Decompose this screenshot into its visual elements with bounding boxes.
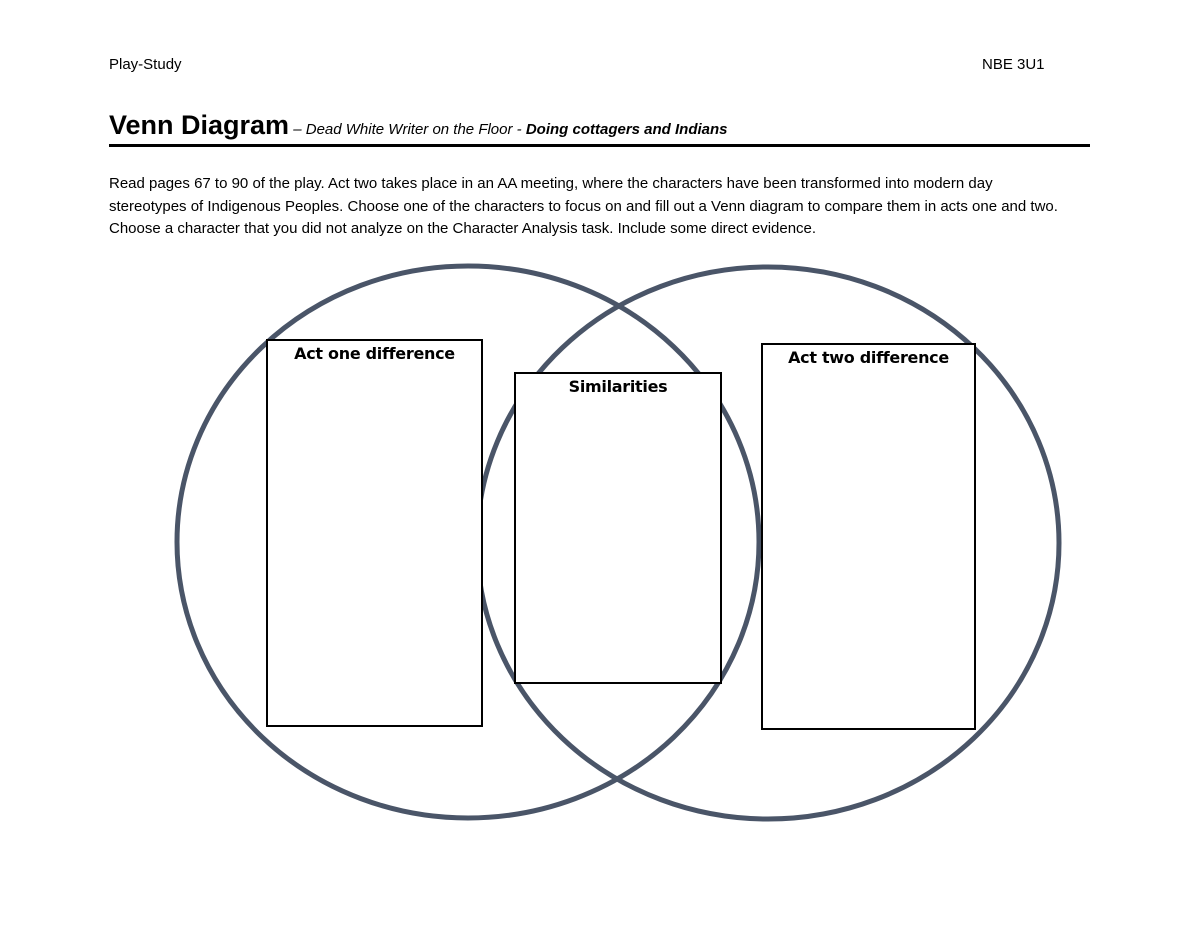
title-separator: – [289, 121, 306, 138]
title-scene-name: Doing cottagers and Indians [525, 121, 728, 138]
similarities-box[interactable] [514, 372, 722, 684]
similarities-label: Similarities [568, 377, 668, 396]
instructions-paragraph: Read pages 67 to 90 of the play. Act two takes place in an AA meeting, where the characters have been transformed into modern day stereotypes of Indigenous Peoples. Choose one of the characters to focus on and fill out a Venn diagram to compare them in acts one and two. Choose a character that you did not analyze on the Character Analysis task. Include some direct evidence. [109, 175, 1058, 237]
title-play-name: Dead White Writer on the Floor - [305, 121, 526, 138]
header-course-type: Play-Study [109, 56, 182, 73]
title-main: Venn Diagram [109, 110, 290, 140]
act-two-difference-box[interactable] [761, 343, 976, 730]
act-two-difference-label: Act two difference [788, 348, 949, 367]
act-one-difference-box[interactable] [266, 339, 483, 727]
header-course-code: NBE 3U1 [982, 56, 1045, 73]
act-one-difference-label: Act one difference [294, 344, 455, 363]
